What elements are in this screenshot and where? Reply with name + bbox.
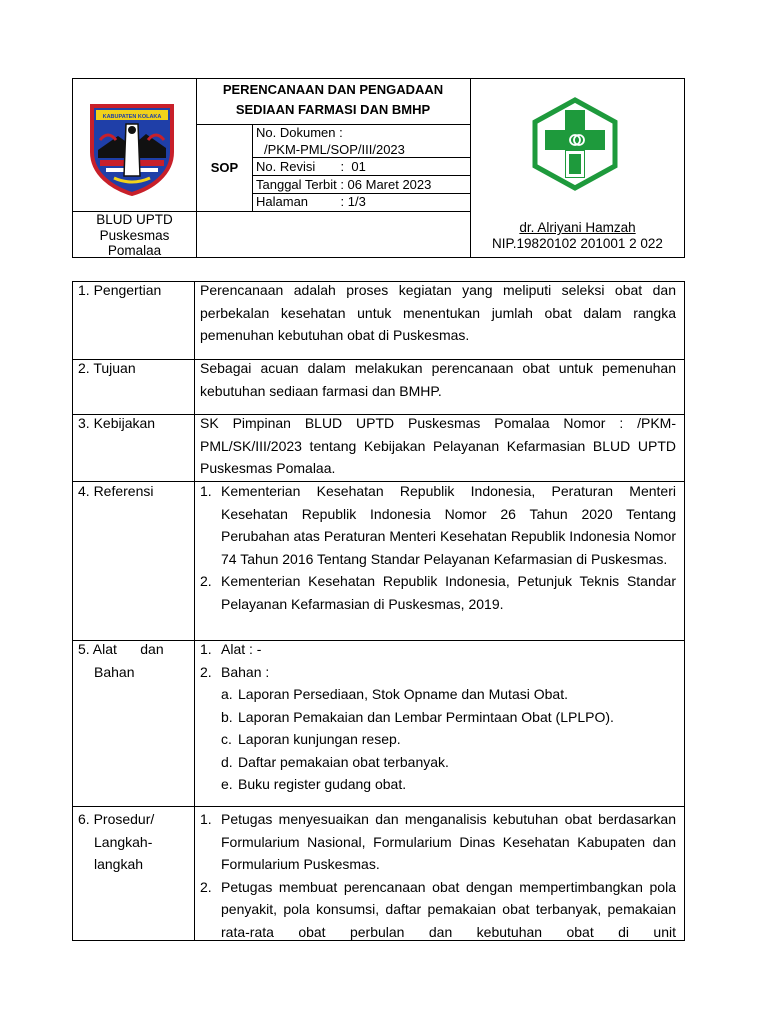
list-item xyxy=(200,876,676,944)
section-label-tujuan: 2. Tujuan xyxy=(78,360,136,376)
column-divider xyxy=(194,281,195,941)
list-item-number: 2. xyxy=(200,663,212,680)
list-item-text: Petugas membuat perencanaan obat dengan mempertimbangkan pola penyakit, pola konsumsi, daftar pemakaian obat terbanyak, pemakaian rata-rata obat perbulan dan kebutuhan obat di unit xyxy=(221,878,676,940)
label-line: Langkah- xyxy=(94,833,153,850)
sub-item-text: Buku register gudang obat. xyxy=(238,776,407,792)
sub-item-letter: e. xyxy=(221,776,233,792)
puskesmas-logo xyxy=(527,96,623,192)
row-divider xyxy=(72,806,685,807)
label-line: langkah xyxy=(94,856,144,872)
label-line: Bahan xyxy=(94,663,135,680)
sub-item-letter: c. xyxy=(221,731,232,747)
sub-item-text: Laporan kunjungan resep. xyxy=(238,731,401,747)
doc-number-label: No. Dokumen : xyxy=(256,125,343,140)
signer-name: dr. Alriyani Hamzah xyxy=(519,220,636,235)
sub-list-item xyxy=(200,728,676,751)
sub-item-text: Laporan Persediaan, Stok Opname dan Mutasi Obat. xyxy=(238,686,568,702)
doc-number xyxy=(256,124,468,158)
section-list-prosedur xyxy=(200,808,676,943)
list-item-number: 2. xyxy=(200,573,212,589)
header-divider xyxy=(252,124,253,211)
section-label-pengertian: 1. Pengertian xyxy=(78,282,162,298)
document-title xyxy=(197,80,469,120)
section-text-tujuan: Sebagai acuan dalam melakukan perencanaan obat untuk pemenuhan kebutuhan sediaan farmasi dan BMHP. xyxy=(200,360,676,399)
title-line: SEDIAAN FARMASI DAN BMHP xyxy=(235,102,431,117)
org-line: Puskesmas xyxy=(99,227,170,243)
list-item-text: Bahan : xyxy=(221,663,270,680)
list-item xyxy=(200,808,676,876)
label-line: 5. Alat dan xyxy=(78,641,164,657)
sub-item-letter: d. xyxy=(221,753,233,770)
list-item xyxy=(200,661,676,684)
sop-label: SOP xyxy=(210,160,239,175)
list-item-number: 2. xyxy=(200,878,212,895)
organization-name xyxy=(73,212,196,259)
list-item-text: Petugas menyesuaikan dan menganalisis kebutuhan obat berdasarkan Formularium Nasional, Formularium Dinas Kesehatan Kabupaten dan Formularium Puskesmas. xyxy=(221,811,676,872)
sub-item-text: Daftar pemakaian obat terbanyak. xyxy=(238,753,449,770)
sub-list-item xyxy=(200,706,676,729)
sub-list-item xyxy=(200,751,676,774)
revision-number: No. Revisi : 01 xyxy=(256,159,366,174)
sub-list-item xyxy=(200,773,676,796)
list-item-text: Alat : - xyxy=(221,641,262,657)
sub-list-item xyxy=(200,683,676,706)
doc-number-value: /PKM-PML/SOP/III/2023 xyxy=(264,142,405,157)
org-line: Pomalaa xyxy=(107,243,162,258)
list-item-number: 1. xyxy=(200,641,212,657)
signer-block xyxy=(471,220,684,251)
sub-item-letter: a. xyxy=(221,686,233,702)
label-line: 6. Prosedur/ xyxy=(78,811,155,827)
list-item xyxy=(200,638,676,661)
section-list-alat-bahan xyxy=(200,638,676,796)
section-text-kebijakan: SK Pimpinan BLUD UPTD Puskesmas Pomalaa Nomor : /PKM-PML/SK/III/2023 tentang Kebijakan Pelayanan Kefarmasian BLUD UPTD Puskesmas Pomalaa. xyxy=(200,415,676,476)
list-item-number: 1. xyxy=(200,483,212,499)
regency-logo xyxy=(86,100,178,196)
page-number: Halaman : 1/3 xyxy=(256,194,366,209)
section-list-referensi xyxy=(200,480,676,615)
list-item-text: Kementerian Kesehatan Republik Indonesia, Petunjuk Teknis Standar Pelayanan Kefarmasian di Puskesmas, 2019. xyxy=(221,573,676,612)
section-label-prosedur xyxy=(78,808,154,876)
logo-text: KABUPATEN KOLAKA xyxy=(102,114,162,120)
sub-item-letter: b. xyxy=(221,708,233,725)
title-line: PERENCANAAN DAN PENGADAAN xyxy=(222,82,444,97)
org-line: BLUD UPTD xyxy=(96,212,173,227)
list-item-text: Kementerian Kesehatan Republik Indonesia, Peraturan Menteri Kesehatan Republik Indonesia Nomor 26 Tahun 2020 Tentang Perubahan atas Peraturan Menteri Kesehatan Republik Indonesia Nomor 74 Tahun 2016 Tentang Standar Pelayanan Kefarmasian di Puskesmas. xyxy=(221,483,676,567)
list-item xyxy=(200,570,676,615)
signer-nip: NIP.19820102 201001 2 022 xyxy=(492,235,663,251)
section-text-pengertian: Perencanaan adalah proses kegiatan yang meliputi seleksi obat dan perbekalan kesehatan untuk menentukan jumlah obat dalam rangka pemenuhan kebutuhan obat di Puskesmas. xyxy=(200,282,676,343)
list-item xyxy=(200,480,676,570)
sub-item-text: Laporan Pemakaian dan Lembar Permintaan Obat (LPLPO). xyxy=(238,708,614,725)
issue-date: Tanggal Terbit : 06 Maret 2023 xyxy=(256,177,432,192)
section-label-alat-bahan xyxy=(78,638,164,683)
section-label-referensi: 4. Referensi xyxy=(78,483,154,499)
section-label-kebijakan: 3. Kebijakan xyxy=(78,415,156,431)
list-item-number: 1. xyxy=(200,811,212,827)
